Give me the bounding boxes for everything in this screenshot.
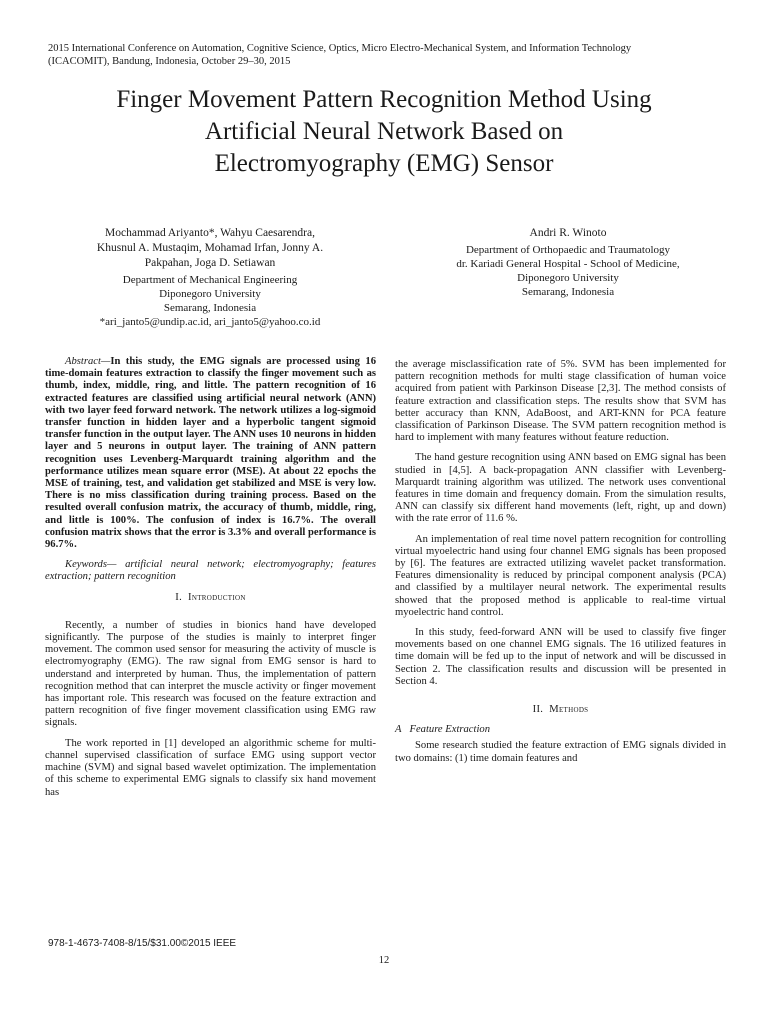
title-line1: Finger Movement Pattern Recognition Method Using [116, 86, 652, 113]
author-names-line1: Mochammad Ariyanto*, Wahyu Caesarendra, [105, 227, 315, 239]
author-email: *ari_janto5@undip.ac.id, ari_janto5@yahoo.co.id [99, 316, 321, 328]
author-university: Diponegoro University [159, 288, 261, 300]
author-city: Semarang, Indonesia [163, 302, 257, 314]
author-block-right [418, 226, 718, 299]
conference-header-line1: 2015 International Conference on Automation, Cognitive Science, Optics, Micro Electro-Mechanical System, and Information Technology [48, 43, 632, 54]
title-line3: Electromyography (EMG) Sensor [214, 150, 554, 177]
right-paragraph-3: An implementation of real time novel pattern recognition for controlling virtual myoelectric hand using four channel EMG signals has been proposed by [6]. The features are extracted utilizing wavelet packet transformation. Features dimensionality is reduced by principal component analysis (PCA) and classified by a multilayer neural network. The experimental results showed that the proposed method is applicable to real-time virtual myoelectric hand control. [395, 533, 726, 618]
conference-header [48, 42, 720, 68]
subsection-letter: A [395, 724, 402, 736]
author-name-right: Andri R. Winoto [529, 227, 607, 239]
section-number: I. [175, 591, 183, 603]
author-names-line2: Khusnul A. Mustaqim, Mohamad Irfan, Jonny A. [96, 242, 324, 254]
keywords-lead: Keywords— [65, 559, 117, 571]
author-right-city: Semarang, Indonesia [521, 286, 615, 298]
abstract-text: In this study, the EMG signals are processed using 16 time-domain features extraction to classify the finger movement such as thumb, index, middle, ring, and little. The pattern recognition of 16 extracted features are classified using artificial neural network (ANN) with two layer feed forward network. The network utilizes a log-sigmoid transfer function in hidden layer and a hyperbolic tangent sigmoid transfer function in the output layer. The ANN uses 10 neurons in hidden layer and 5 neurons in output layer. The training of ANN pattern recognition uses Levenberg-Marquardt training algorithm and the performance utilizes mean square error (MSE). At about 22 epochs the MSE of training, test, and validation get stabilized and MSE is very low. There is no miss classification during training process. Based on the resulted overall confusion matrix, the accuracy of thumb, middle, ring, and little is 100%. The confusion of index is 16.7%. The overall confusion matrix shows that the error is 3.3% and overall performance is 96.7%. [45, 356, 376, 551]
conference-header-line2: (ICACOMIT), Bandung, Indonesia, October 29–30, 2015 [48, 56, 291, 67]
subsection-heading-feature-extraction [395, 724, 726, 736]
author-right-hospital: dr. Kariadi General Hospital - School of Medicine, [456, 258, 680, 270]
intro-paragraph-2: The work reported in [1] developed an algorithmic scheme for multi-channel supervised classification of surface EMG using support vector machine (SVM) and signal based wavelet optimization. The implementation of this scheme to experimental EMG signals to classify six hand movement has [45, 737, 376, 798]
methods-paragraph-1: Some research studied the feature extraction of EMG signals divided in two domains: (1) time domain features and [395, 740, 726, 764]
abstract [45, 356, 376, 551]
author-right-university: Diponegoro University [517, 272, 619, 284]
section-title: Methods [549, 704, 589, 716]
footer-isbn: 978-1-4673-7408-8/15/$31.00©2015 IEEE [48, 938, 237, 949]
right-paragraph-4: In this study, feed-forward ANN will be used to classify five finger movements based on one channel EMG signals. The 16 utilized features in time domain will be fed up to the input of network and will be discussed in Section 2. The classification results and discussion will be presented in Section 4. [395, 627, 726, 687]
abstract-lead: Abstract— [65, 356, 111, 367]
subsection-title: Feature Extraction [409, 724, 490, 736]
title-line2: Artificial Neural Network Based on [204, 118, 564, 145]
keywords [45, 559, 376, 583]
right-paragraph-2: The hand gesture recognition using ANN based on EMG signal has been studied in [4,5]. A back-propagation ANN classifier with Levenberg-Marquardt training algorithm was utilized. The network uses conventional features in time domain and frequency domain. From the simulation results, ANN can classify six different hand movements (left, right, up and down) with the rate error of 11.6 %. [395, 452, 726, 525]
page-number: 12 [378, 955, 390, 966]
section-heading-introduction [45, 592, 376, 604]
section-number: II. [532, 704, 544, 716]
right-column [395, 359, 726, 773]
intro-paragraph-1: Recently, a number of studies in bionics hand have developed significantly. The purpose of the studies is mainly to interpret finger movement. The common used sensor for measuring the activity of muscle is electromyography (EMG). The raw signal from EMG sensor is hard to understand and interpreted by human. Thus, the implementation of pattern recognition method that can interpret the muscle activity or finger movement has important role. This research was focused on the feature extraction and pattern recognition of five finger movement classification using EMG raw signals. [45, 619, 376, 729]
author-names-line3: Pakpahan, Joga D. Setiawan [144, 257, 276, 269]
section-heading-methods [395, 704, 726, 716]
left-column [45, 356, 376, 807]
author-block-left [60, 226, 360, 329]
section-title: Introduction [188, 591, 246, 603]
author-right-department: Department of Orthopaedic and Traumatology [465, 244, 671, 256]
paper-title [40, 84, 728, 180]
keywords-text: artificial neural network; electromyography; features extraction; pattern recognition [45, 559, 376, 583]
author-department: Department of Mechanical Engineering [122, 274, 298, 286]
right-paragraph-1: the average misclassification rate of 5%. SVM has been implemented for pattern recognition methods for multi stage classification of human voice acquired from patient with Parkinson Disease [2,3]. The method consists of feature extraction and classification steps. The results show that SVM has better accuracy than KNN, AdaBoost, and ART-KNN for PCA feature classification of Parkinson Disease. The SVM pattern recognition method is hard to implement with many features without feature reduction. [395, 359, 726, 444]
